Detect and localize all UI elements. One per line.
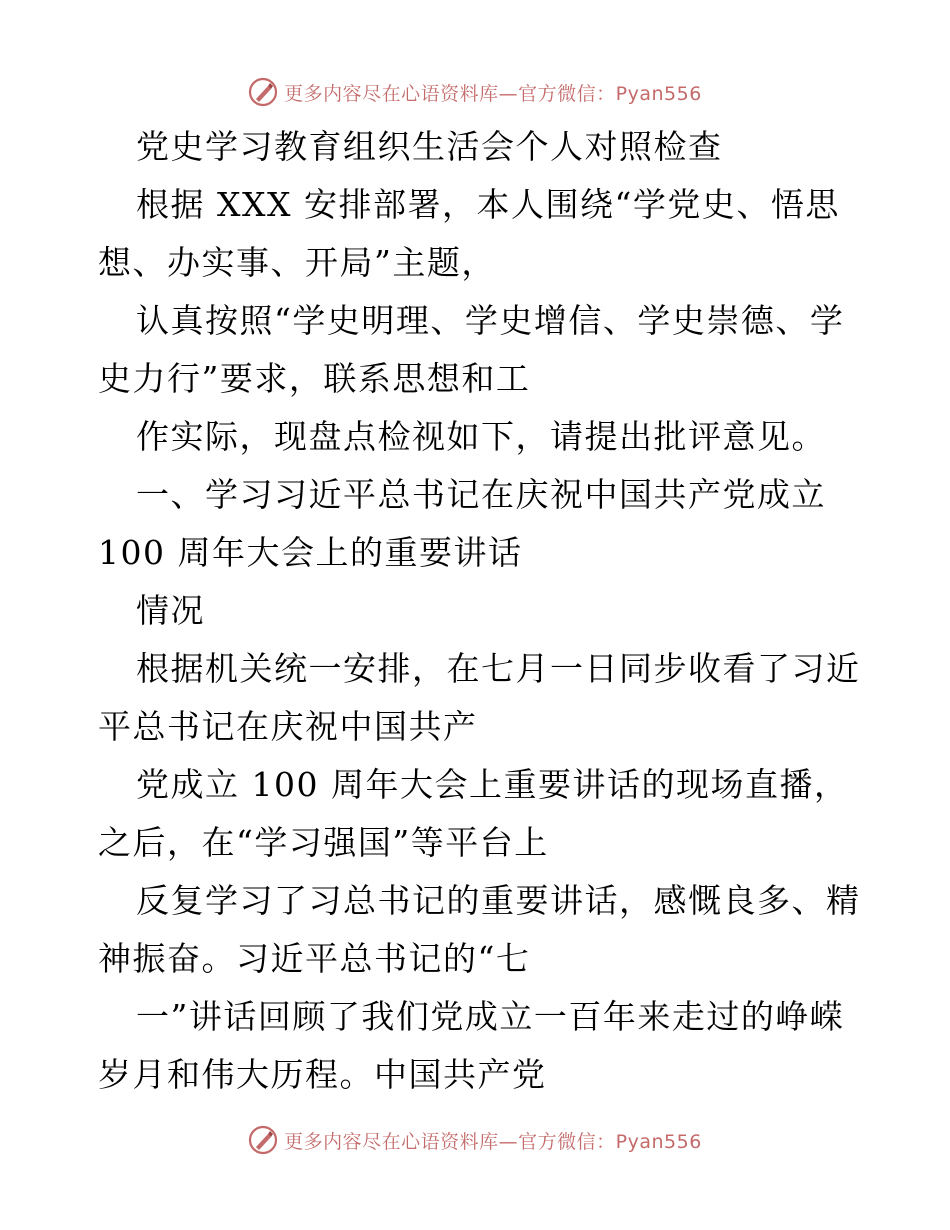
pen-logo-icon <box>248 77 278 107</box>
text-line: 一、学习习近平总书记在庆祝中国共产党成立 <box>136 475 826 514</box>
text-line: 情况 <box>136 591 205 630</box>
watermark-text: 更多内容尽在心语资料库—官方微信：Pyan556 <box>284 1130 702 1153</box>
footer-watermark <box>0 1118 950 1162</box>
document-body <box>98 118 861 1104</box>
text-line: 根据机关统一安排，在七月一日同步收看了习近 <box>136 649 861 688</box>
text-line: 反复学习了习总书记的重要讲话，感慨良多、精 <box>136 881 861 920</box>
text-line: 认真按照“学史明理、学史增信、学史崇德、学 <box>136 301 845 340</box>
text-line: 党成立 100 周年大会上重要讲话的现场直播， <box>136 765 849 804</box>
text-line: 作实际，现盘点检视如下，请提出批评意见。 <box>136 417 826 456</box>
pen-logo-icon <box>248 1125 278 1155</box>
watermark-text: 更多内容尽在心语资料库—官方微信：Pyan556 <box>284 82 702 105</box>
header-watermark <box>0 70 950 114</box>
text-line: 神振奋。习近平总书记的“七 <box>98 939 531 978</box>
text-line: 之后，在“学习强国”等平台上 <box>98 823 549 862</box>
text-line: 一”讲话回顾了我们党成立一百年来走过的峥嵘 <box>136 997 845 1036</box>
text-line: 平总书记在庆祝中国共产 <box>98 707 478 746</box>
text-line: 想、办实事、开局”主题， <box>98 243 496 282</box>
text-line: 根据 XXX 安排部署，本人围绕“学党史、悟思 <box>136 185 840 224</box>
text-line: 岁月和伟大历程。中国共产党 <box>98 1055 547 1094</box>
text-line: 史力行”要求，联系思想和工 <box>98 359 531 398</box>
document-title: 党史学习教育组织生活会个人对照检查 <box>136 127 723 166</box>
text-line: 100 周年大会上的重要讲话 <box>98 533 523 572</box>
